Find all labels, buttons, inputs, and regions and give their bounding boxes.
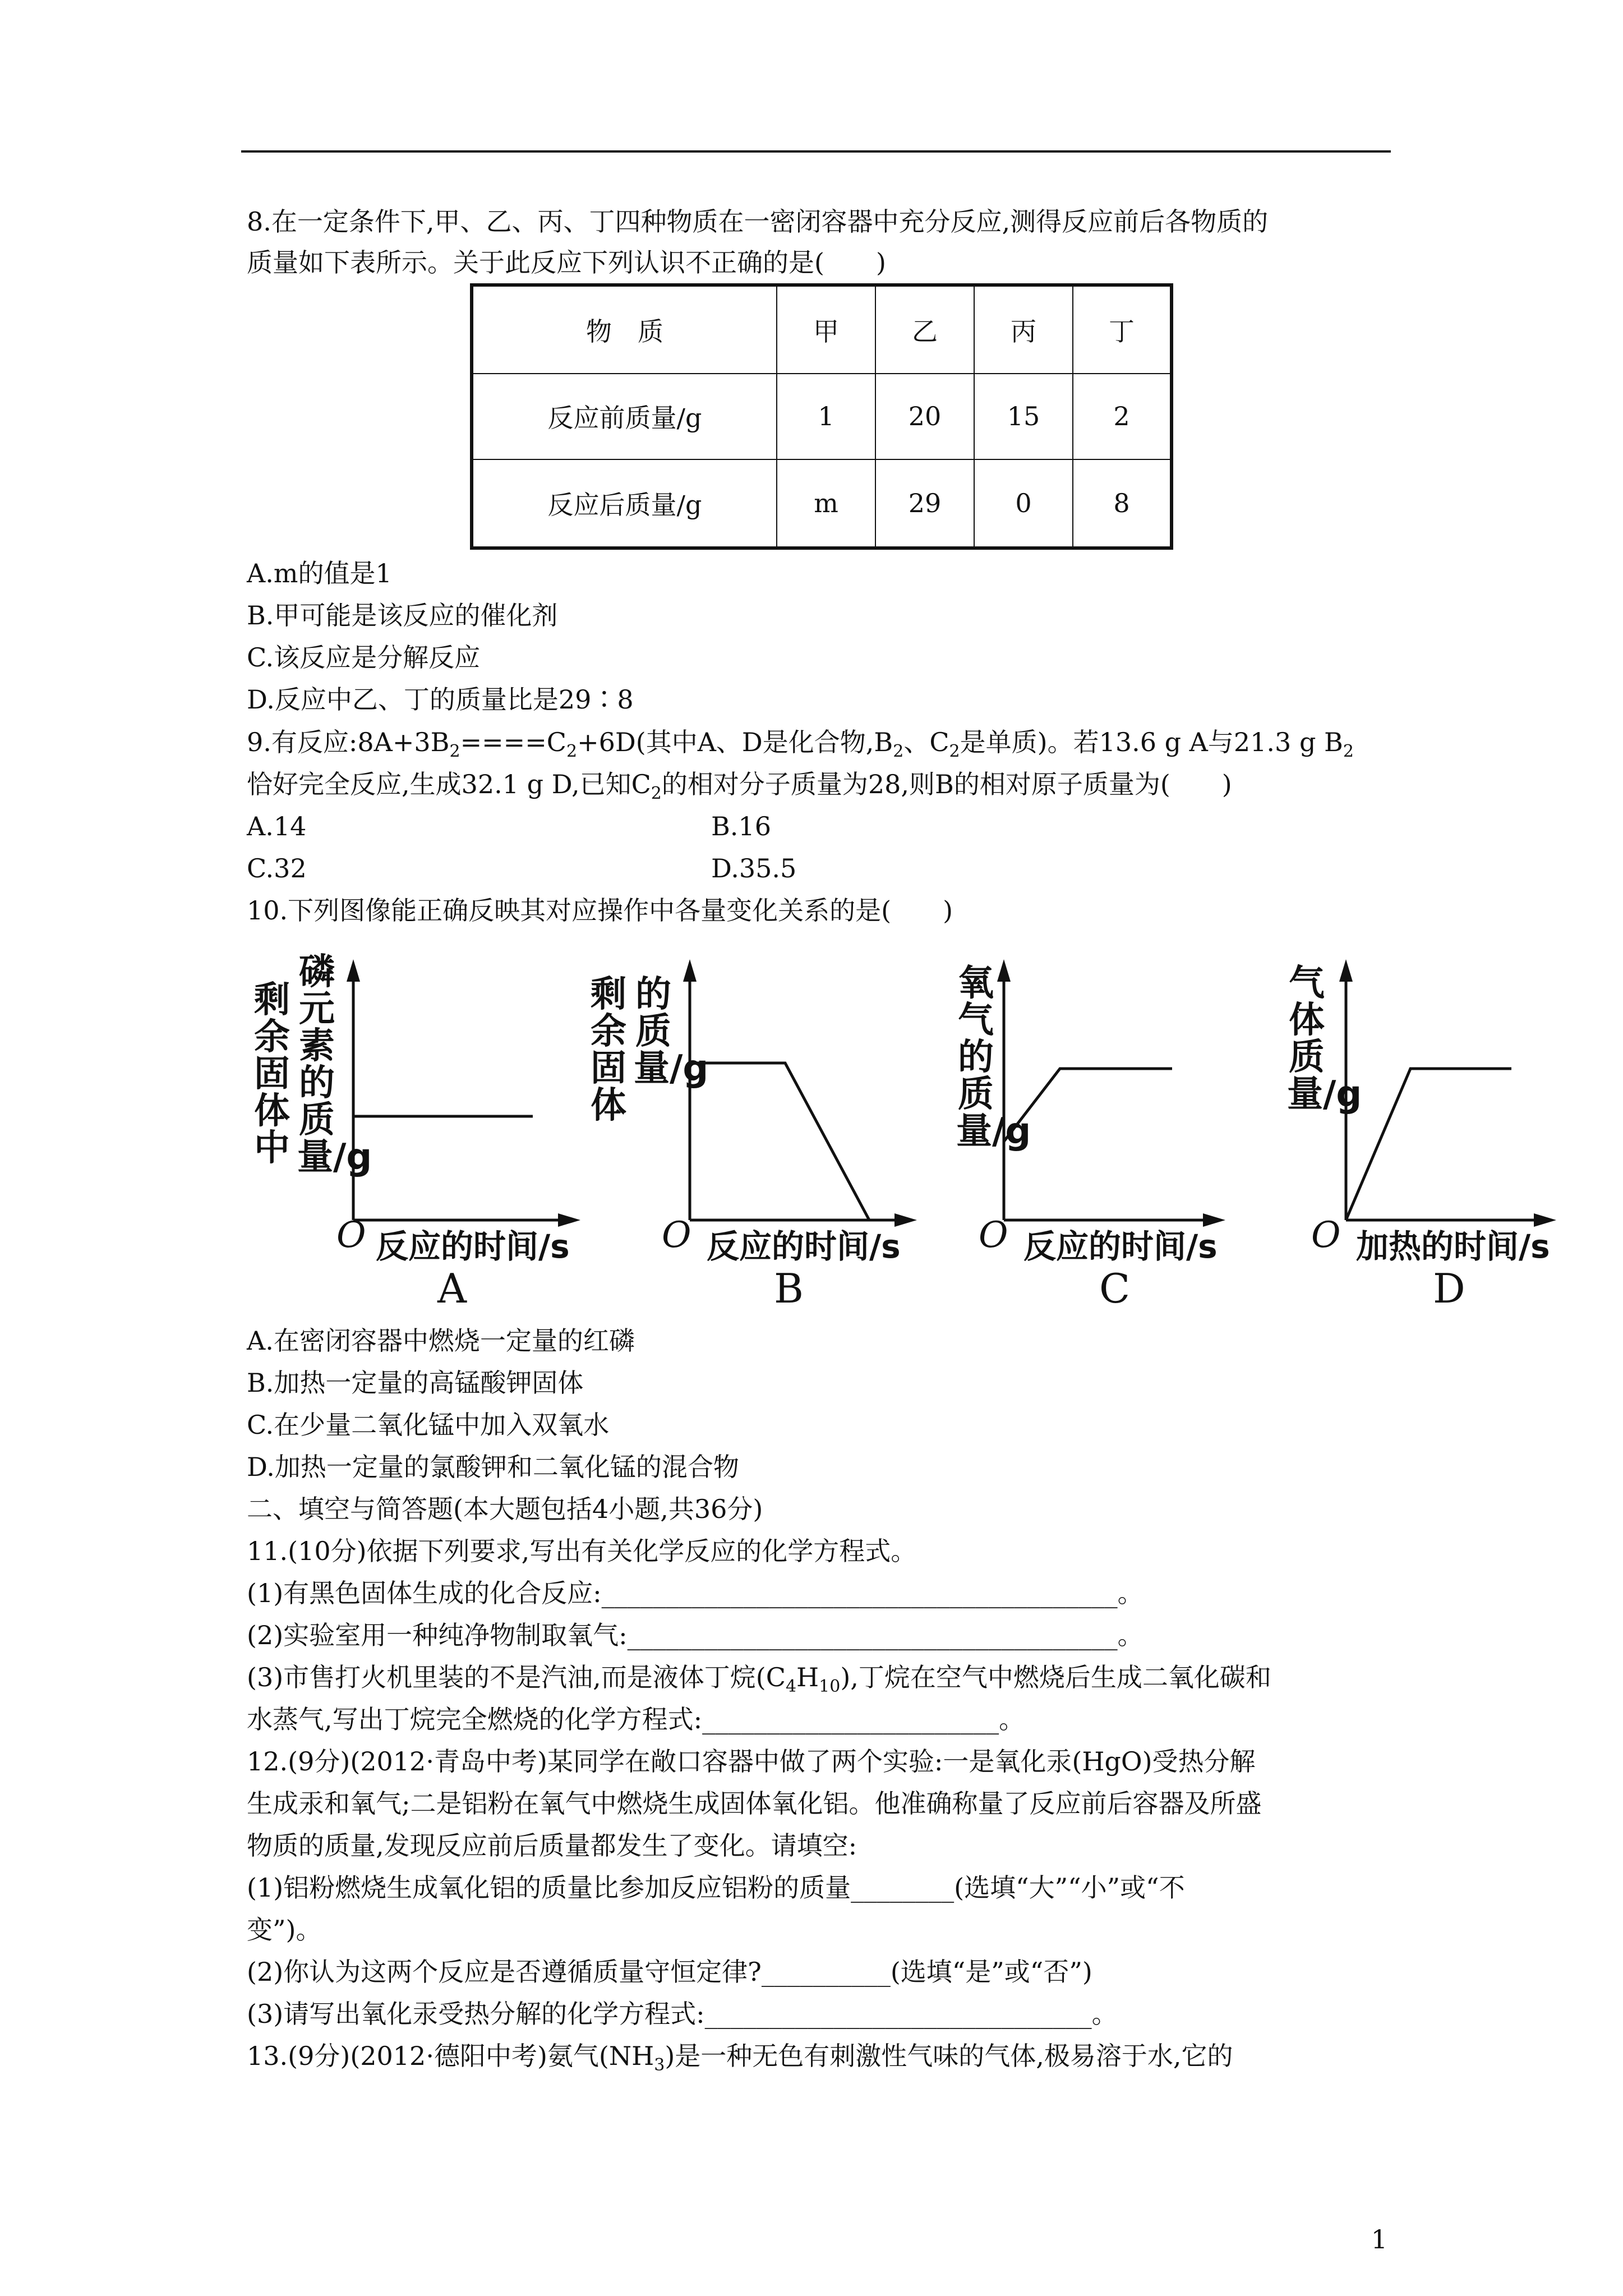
q10-option-d: D.加热一定量的氯酸钾和二氧化锰的混合物: [247, 1452, 739, 1482]
table-cell: 物 质: [472, 285, 777, 374]
table-cell: 反应后质量/g: [472, 459, 777, 548]
q10-option-a: A.在密闭容器中燃烧一定量的红磷: [247, 1326, 635, 1356]
table-cell: 丙: [974, 285, 1073, 374]
y-axis-arrow: [347, 959, 360, 982]
q11-part2: (2)实验室用一种纯净物制取氧气:______________________________________。: [247, 1620, 1144, 1650]
graph-c-ylabel: 氧气的质量/g: [956, 963, 1031, 1152]
q8-line1: 8.在一定条件下,甲、乙、丙、丁四种物质在一密闭容器中充分反应,测得反应前后各物质的: [247, 206, 1269, 237]
graph-a-ylabel-right: 磷元素的质量/g: [297, 951, 372, 1178]
table-cell: 0: [974, 459, 1073, 548]
graph-c-xlabel: 反应的时间/s: [1023, 1227, 1218, 1266]
table-cell: 2: [1073, 374, 1172, 459]
graph-d-ylabel: 气体质量/g: [1287, 963, 1362, 1115]
table-cell: 甲: [777, 285, 875, 374]
q10-stem: 10.下列图像能正确反映其对应操作中各量变化关系的是( ): [247, 895, 953, 926]
table-cell: 丁: [1073, 285, 1172, 374]
q12-part3: (3)请写出氧化汞受热分解的化学方程式:______________________________。: [247, 1999, 1118, 2029]
graph-b-letter: B: [774, 1265, 804, 1312]
header-rule: [241, 150, 1391, 153]
graph-b-ylabel-right: 的质量/g: [634, 974, 709, 1089]
graph-a-origin: O: [336, 1214, 366, 1256]
y-axis-arrow: [1339, 959, 1353, 982]
table-header-row: [472, 285, 1172, 374]
q8-option-c: C.该反应是分解反应: [247, 642, 481, 673]
graph-b-origin: O: [662, 1214, 691, 1256]
q12-line3: 物质的质量,发现反应前后质量都发生了变化。请填空:: [247, 1830, 857, 1861]
q11-part1: (1)有黑色固体生成的化合反应:________________________________________。: [247, 1578, 1144, 1608]
table-row: [472, 459, 1172, 548]
q12-line1: 12.(9分)(2012·青岛中考)某同学在敞口容器中做了两个实验:一是氧化汞(HgO)受热分解: [247, 1746, 1256, 1777]
q8-option-a: A.m的值是1: [247, 558, 392, 588]
section-2-heading: 二、填空与简答题(本大题包括4小题,共36分): [247, 1494, 763, 1524]
table-cell: 29: [875, 459, 974, 548]
q11-part3-line1: (3)市售打火机里装的不是汽油,而是液体丁烷$(C_4H_{10})$,丁烷在空气中燃烧后生成二氧化碳和: [247, 1662, 1271, 1697]
graph-a-xlabel: 反应的时间/s: [376, 1227, 570, 1266]
table-cell: 乙: [875, 285, 974, 374]
q12-part1-line1: (1)铝粉燃烧生成氧化铝的质量比参加反应铝粉的质量________(选填“大”“小”或“不: [247, 1872, 1185, 1903]
graph-a: [252, 951, 600, 1312]
graph-d-xlabel: 加热的时间/s: [1356, 1227, 1550, 1266]
graph-d-origin: O: [1311, 1214, 1341, 1256]
curve: [1346, 1069, 1511, 1220]
table-row: [472, 374, 1172, 459]
q12-part1-line2: 变”)。: [247, 1915, 322, 1945]
q10-option-c: C.在少量二氧化锰中加入双氧水: [247, 1410, 610, 1440]
graph-c: [931, 954, 1279, 1312]
graph-b: [589, 954, 937, 1312]
graph-c-origin: O: [979, 1214, 1008, 1256]
graph-c-letter: C: [1099, 1265, 1131, 1312]
q9-option-d: D.35.5: [711, 853, 797, 884]
table-cell: 15: [974, 374, 1073, 459]
y-axis-arrow: [683, 959, 697, 982]
table-cell: 1: [777, 374, 875, 459]
graph-b-ylabel-left: 剩余固体: [591, 974, 626, 1126]
graph-d: [1273, 954, 1621, 1312]
graph-b-xlabel: 反应的时间/s: [707, 1227, 901, 1266]
q10-option-b: B.加热一定量的高锰酸钾固体: [247, 1368, 584, 1398]
q9-option-a: A.14: [247, 811, 307, 841]
graph-a-letter: A: [437, 1265, 467, 1312]
table-cell: 8: [1073, 459, 1172, 548]
q11-part3-line2: 水蒸气,写出丁烷完全燃烧的化学方程式:_______________________。: [247, 1704, 1025, 1734]
q12-part2: (2)你认为这两个反应是否遵循质量守恒定律?__________(选填“是”或“否”): [247, 1957, 1092, 1987]
curve: [690, 1063, 869, 1220]
graph-d-letter: D: [1433, 1265, 1465, 1312]
q8-option-b: B.甲可能是该反应的催化剂: [247, 600, 558, 631]
curve: [1004, 1069, 1172, 1142]
table-cell: 反应前质量/g: [472, 374, 777, 459]
q8-table: [470, 283, 1173, 550]
table-cell: 20: [875, 374, 974, 459]
q11-stem: 11.(10分)依据下列要求,写出有关化学反应的化学方程式。: [247, 1536, 917, 1566]
q8-line2: 质量如下表所示。关于此反应下列认识不正确的是( ): [247, 247, 886, 278]
page-number: 1: [1371, 2224, 1387, 2254]
q13-line1: 13.(9分)(2012·德阳中考)氨气$(NH_3)$是一种无色有刺激性气味的气体,极易溶于水,它的: [247, 2041, 1233, 2076]
q9-option-c: C.32: [247, 853, 307, 884]
graph-a-ylabel-left: 剩余固体中: [254, 979, 290, 1169]
q9-line1: 9.有反应$:8A+3B_2====C_2+6D$(其中A、D是化合物$,B_2$、$C_2$是单质)。若13.6 g A与21.3 g $B_2$: [247, 727, 1354, 762]
q12-line2: 生成汞和氧气;二是铝粉在氧气中燃烧生成固体氧化铝。他准确称量了反应前后容器及所盛: [247, 1788, 1262, 1819]
q9-option-b: B.16: [711, 811, 771, 841]
y-axis-arrow: [997, 959, 1011, 982]
q8-option-d: D.反应中乙、丁的质量比是29∶8: [247, 684, 634, 715]
table-cell: m: [777, 459, 875, 548]
q9-line2: 恰好完全反应,生成32.1 g D,已知$C_2$的相对分子质量为28,则B的相对原子质量为( ): [247, 769, 1232, 804]
